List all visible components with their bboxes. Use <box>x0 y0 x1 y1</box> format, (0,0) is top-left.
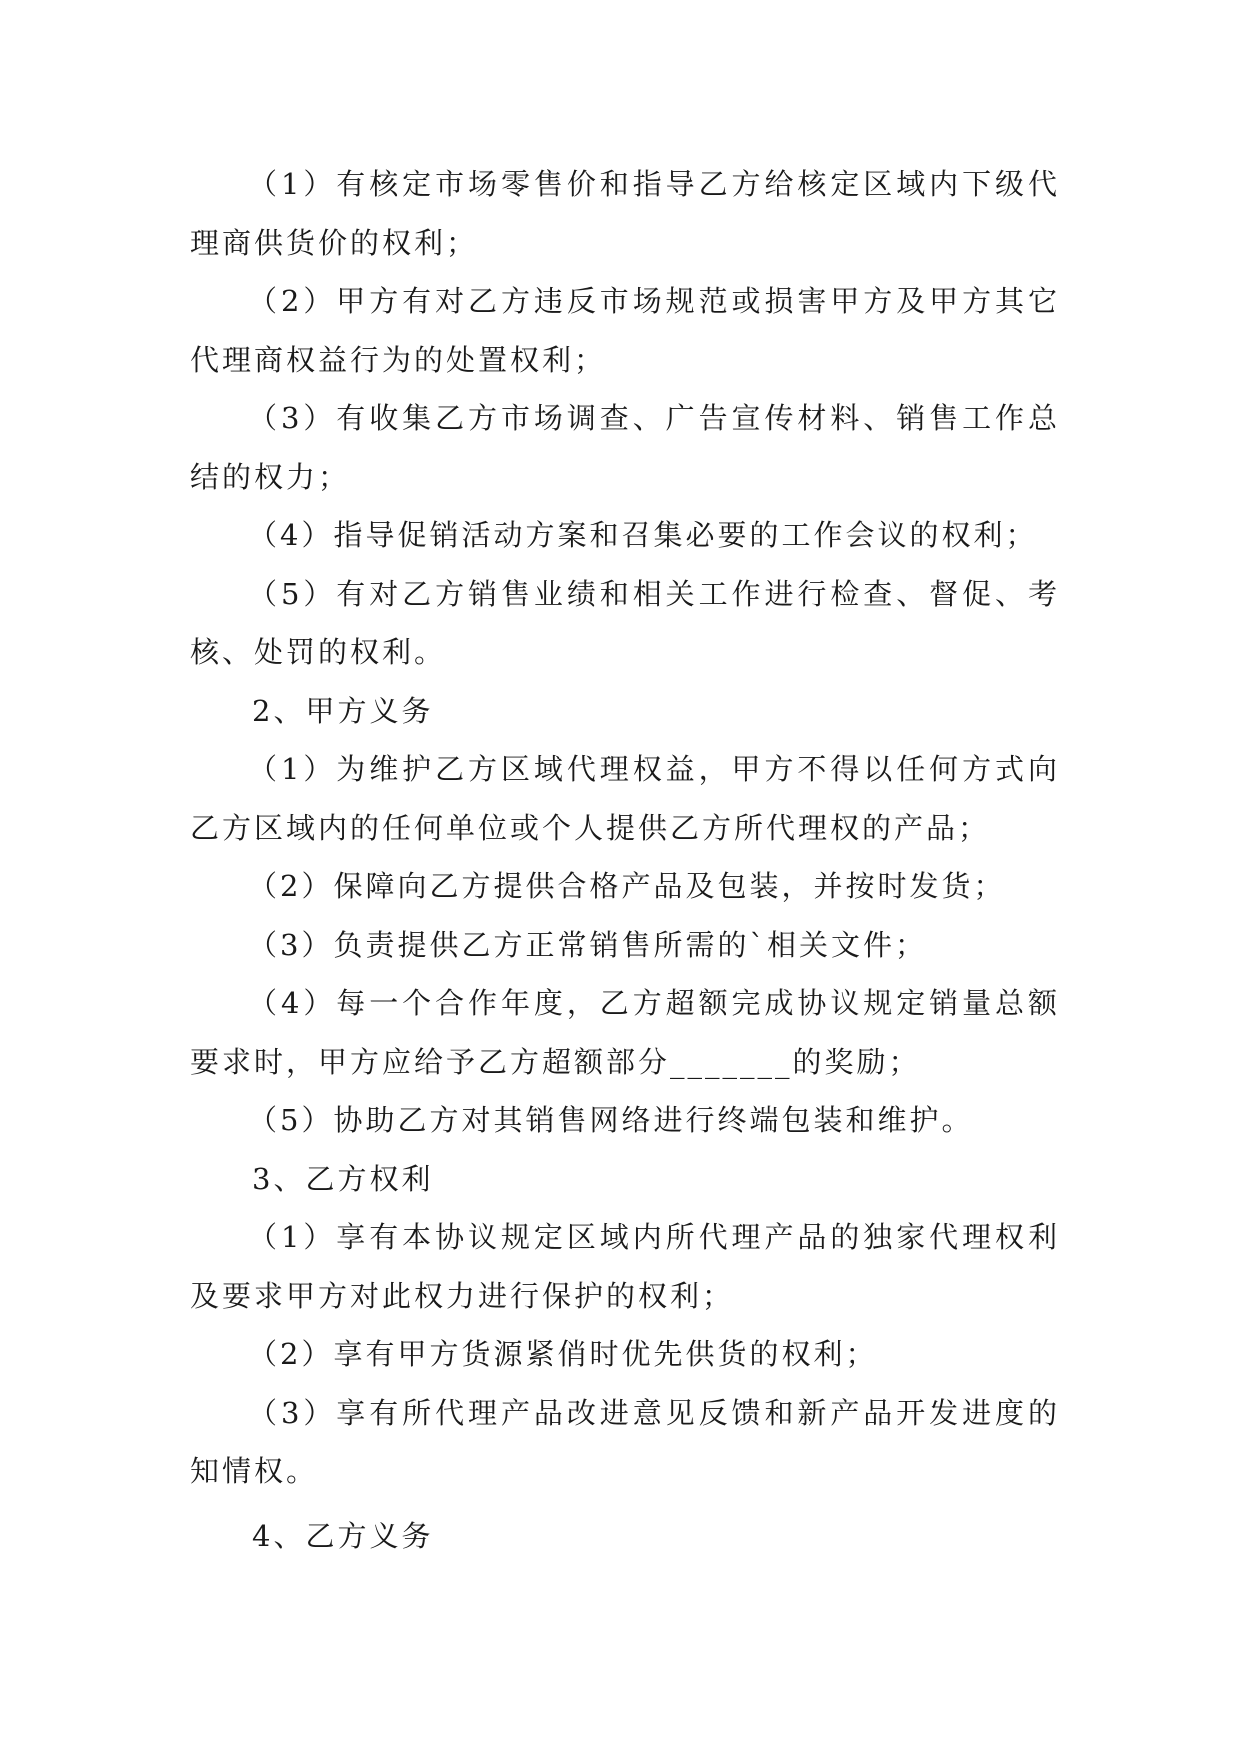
section-heading-party-b-obligations: 4、乙方义务 <box>252 1518 434 1553</box>
clause-1-2: （2）甲方有对乙方违反市场规范或损害甲方及甲方其它代理商权益行为的处置权利； <box>190 284 1060 377</box>
clause-2-2: （2）保障向乙方提供合格产品及包装，并按时发货； <box>248 869 1006 903</box>
document-body <box>190 155 1060 1565</box>
clause-2-3: （3）负责提供乙方正常销售所需的`相关文件； <box>248 927 927 962</box>
clause-1-5: （5）有对乙方销售业绩和相关工作进行检查、督促、考核、处罚的权利。 <box>190 576 1060 669</box>
clause-2-4: （4）每一个合作年度，乙方超额完成协议规定销量总额要求时，甲方应给予乙方超额部分_______的奖励； <box>190 986 1060 1079</box>
clause-1-3: （3）有收集乙方市场调查、广告宣传材料、销售工作总结的权力； <box>190 401 1060 494</box>
clause-3-2: （2）享有甲方货源紧俏时优先供货的权利； <box>248 1337 878 1371</box>
clause-2-5: （5）协助乙方对其销售网络进行终端包装和维护。 <box>248 1103 974 1137</box>
clause-1-4: （4）指导促销活动方案和召集必要的工作会议的权利； <box>248 518 1038 552</box>
section-heading-party-b-rights: 3、乙方权利 <box>252 1161 434 1196</box>
section-heading-party-a-obligations: 2、甲方义务 <box>252 693 434 728</box>
clause-1-1: （1）有核定市场零售价和指导乙方给核定区域内下级代理商供货价的权利； <box>190 167 1060 260</box>
clause-2-1: （1）为维护乙方区域代理权益，甲方不得以任何方式向乙方区域内的任何单位或个人提供乙方所代理权的产品； <box>190 752 1060 845</box>
clause-3-1: （1）享有本协议规定区域内所代理产品的独家代理权利及要求甲方对此权力进行保护的权利； <box>190 1220 1060 1313</box>
clause-3-3: （3）享有所代理产品改进意见反馈和新产品开发进度的知情权。 <box>190 1395 1060 1488</box>
